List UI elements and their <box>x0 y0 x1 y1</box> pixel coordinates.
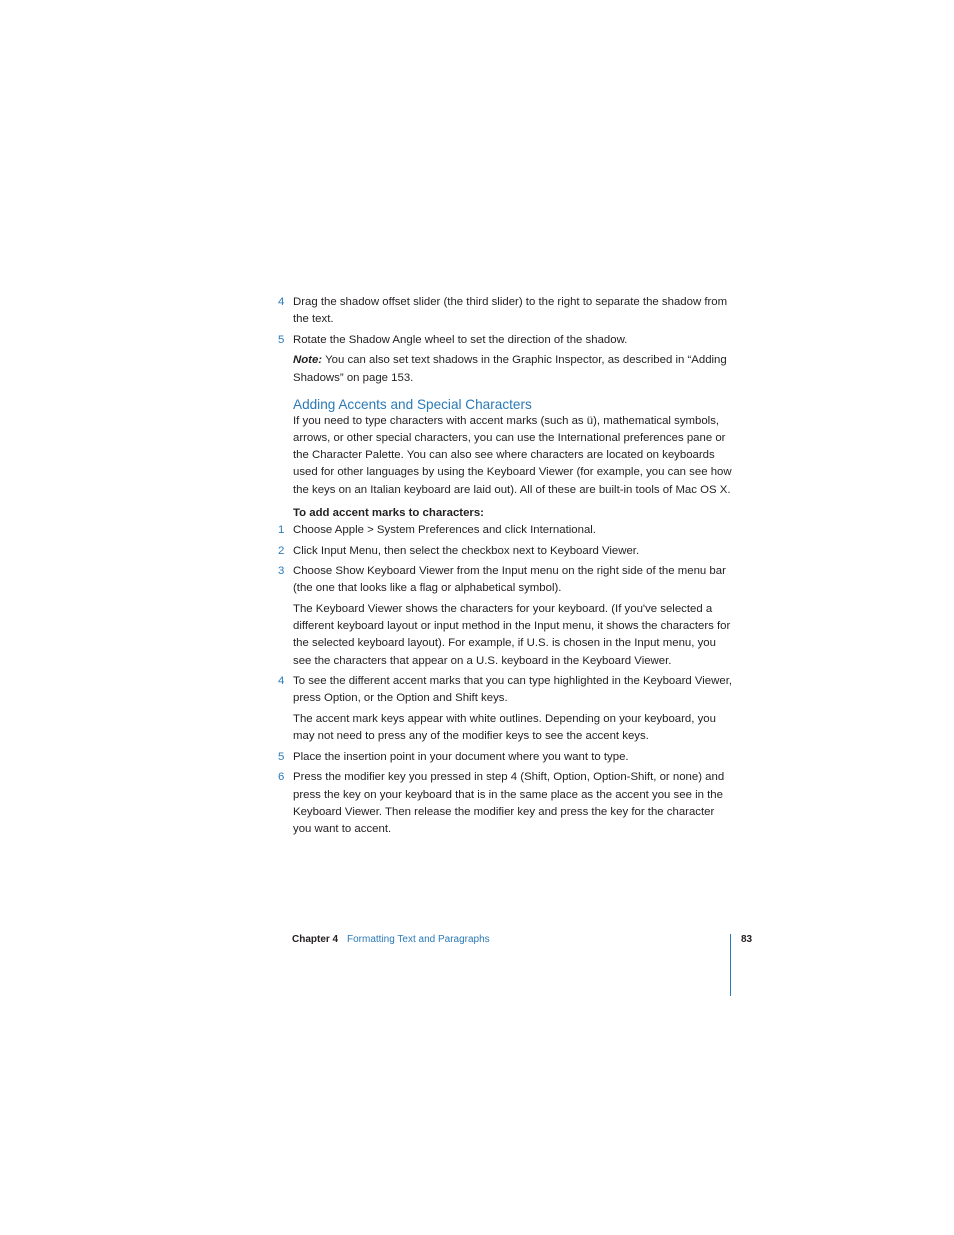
step-explanation: The Keyboard Viewer shows the characters for your keyboard. (If you've selected a different keyboard layout or input method in the Input menu, it shows the characters for the selected keyboard layout). For example, if U.S. is chosen in the Input menu, you see the characters that appear on a U.S. keyboard in the Keyboard Viewer. <box>293 603 731 667</box>
step-text: Choose Apple > System Preferences and click International. <box>293 524 596 537</box>
step-item <box>278 294 733 328</box>
section-intro: If you need to type characters with accent marks (such as ü), mathematical symbols, arrows, or other special characters, you can use the International preferences pane or the Character Palette. You can also see where characters are located on keyboards used for other languages by using the Keyboard Viewer (for example, you can see how the keys on an Italian keyboard are laid out). All of these are built-in tools of Mac OS X. <box>293 414 732 496</box>
footer-chapter: Chapter 4 <box>292 934 339 945</box>
step-item <box>278 543 733 560</box>
step-number: 2 <box>278 544 285 557</box>
step-number: 1 <box>278 524 285 537</box>
note-label: Note: <box>293 354 323 367</box>
step-item <box>278 769 733 838</box>
step-number: 6 <box>278 771 285 784</box>
page-number: 83 <box>741 934 753 945</box>
task-title: To add accent marks to characters: <box>293 506 484 519</box>
step-number: 4 <box>278 296 285 308</box>
footer-chapter-title: Formatting Text and Paragraphs <box>347 934 490 945</box>
step-text: Click Input Menu, then select the checkbox next to Keyboard Viewer. <box>293 544 640 557</box>
section-heading: Adding Accents and Special Characters <box>293 396 532 412</box>
step-text: Place the insertion point in your document where you want to type. <box>293 750 629 763</box>
note-paragraph <box>293 352 733 386</box>
step-number: 3 <box>278 565 285 578</box>
step-text: Drag the shadow offset slider (the third slider) to the right to separate the shadow from the text. <box>293 296 728 326</box>
step-item <box>278 673 733 707</box>
step-explanation: The accent mark keys appear with white outlines. Depending on your keyboard, you may not need to press any of the modifier keys to see the accent keys. <box>293 713 716 743</box>
step-text: Press the modifier key you pressed in step 4 (Shift, Option, Option-Shift, or none) and press the key on your keyboard that is in the same place as the accent you see in the Keyboard Viewer. Then release the modifier key and press the key for the character you want to accent. <box>293 771 725 835</box>
step-text: Choose Show Keyboard Viewer from the Input menu on the right side of the menu bar (the one that looks like a flag or alphabetical symbol). <box>293 565 726 595</box>
step-text: Rotate the Shadow Angle wheel to set the direction of the shadow. <box>293 333 628 346</box>
step-item <box>278 563 733 597</box>
note-text: You can also set text shadows in the Graphic Inspector, as described in “Adding Shadows” on page 153. <box>293 354 727 384</box>
step-number: 4 <box>278 675 285 688</box>
step-number: 5 <box>278 750 285 763</box>
footer-divider <box>730 934 731 996</box>
page-content <box>278 294 733 842</box>
step-text: To see the different accent marks that you can type highlighted in the Keyboard Viewer, press Option, or the Option and Shift keys. <box>293 675 733 705</box>
step-item <box>278 332 733 349</box>
step-item <box>278 749 733 766</box>
step-number: 5 <box>278 333 285 346</box>
step-item <box>278 522 733 539</box>
